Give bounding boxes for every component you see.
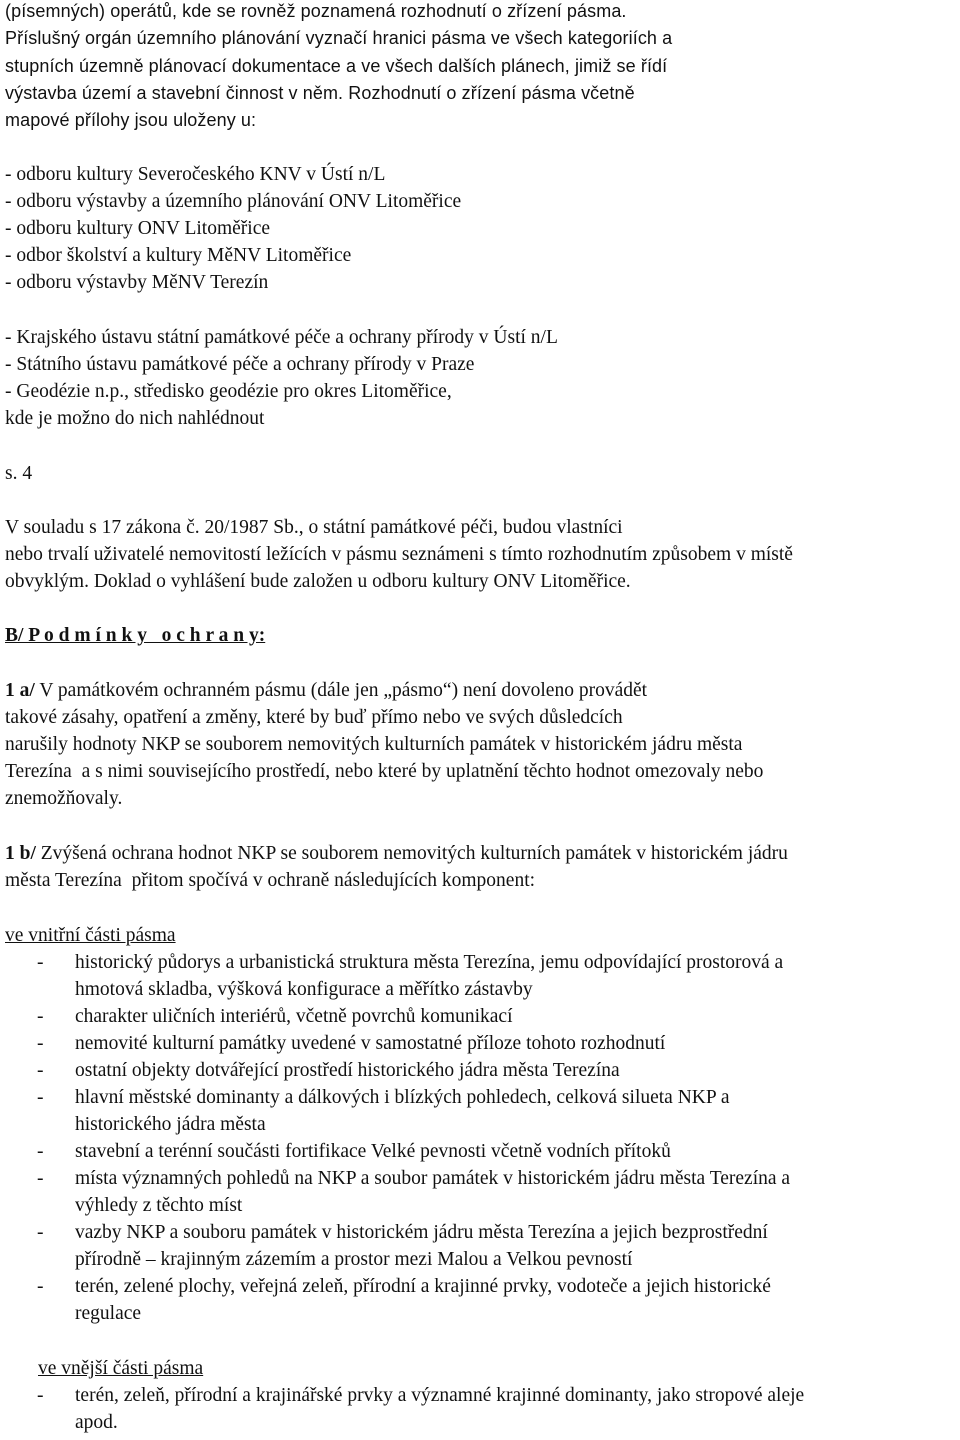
list-item-continuation: historického jádra města	[75, 1114, 266, 1135]
paragraph-text: Zvýšená ochrana hodnot NKP se souborem nemovitých kulturních památek v historickém jádru	[35, 843, 788, 864]
bullet-dash: -	[37, 1168, 44, 1189]
paragraph-label: 1 b/	[5, 843, 36, 864]
section-heading-b: B/ P o d m í n k y o c h r a n y:	[5, 625, 266, 646]
intro-line: (písemných) operátů, kde se rovněž poznamená rozhodnutí o zřízení pásma.	[5, 1, 627, 21]
bullet-dash: -	[37, 1385, 44, 1406]
list-item: - odboru výstavby a územního plánování ONV Litoměřice	[5, 191, 462, 212]
list-item: - Geodézie n.p., středisko geodézie pro okres Litoměřice,	[5, 381, 452, 402]
intro-line: Příslušný orgán územního plánování vyznačí hranici pásma ve všech kategoriích a	[5, 28, 673, 48]
bullet-dash: -	[37, 1087, 44, 1108]
bullet-dash: -	[37, 1222, 44, 1243]
intro-line: výstavba území a stavební činnost v něm. Rozhodnutí o zřízení pásma včetně	[5, 83, 635, 103]
paragraph-line: takové zásahy, opatření a změny, které by buď přímo nebo ve svých důsledcích	[5, 707, 623, 728]
inner-part-heading: ve vnitřní části pásma	[5, 925, 176, 946]
outer-part-heading: ve vnější části pásma	[38, 1358, 204, 1379]
list-item: ostatní objekty dotvářející prostředí historického jádra města Terezína	[75, 1060, 620, 1081]
list-item-continuation: hmotová skladba, výšková konfigurace a měřítko zástavby	[75, 979, 533, 1000]
bullet-dash: -	[37, 1276, 44, 1297]
paragraph-label: 1 a/	[5, 680, 35, 701]
list-item: - Krajského ústavu státní památkové péče a ochrany přírody v Ústí n/L	[5, 327, 558, 348]
paragraph-line: Terezína a s nimi souvisejícího prostředí, nebo které by uplatnění těchto hodnot omezovaly nebo	[5, 761, 764, 782]
list-item-continuation: výhledy z těchto míst	[75, 1195, 243, 1216]
notice-line: obvyklým. Doklad o vyhlášení bude založen u odboru kultury ONV Litoměřice.	[5, 571, 631, 592]
list-item: terén, zelené plochy, veřejná zeleň, přírodní a krajinné prvky, vodoteče a jejich historické	[75, 1276, 771, 1297]
list-item: stavební a terénní součásti fortifikace Velké pevnosti včetně vodních přítoků	[75, 1141, 671, 1162]
bullet-dash: -	[37, 952, 44, 973]
list-item: terén, zeleň, přírodní a krajinářské prvky a významné krajinné dominanty, jako stropové aleje	[75, 1385, 805, 1406]
notice-line: nebo trvalí uživatelé nemovitostí ležících v pásmu seznámeni s tímto rozhodnutím způsobem v místě	[5, 544, 793, 565]
list-item-continuation: regulace	[75, 1303, 142, 1324]
list-item: - odbor školství a kultury MěNV Litoměřice	[5, 245, 352, 266]
intro-line: mapové přílohy jsou uloženy u:	[5, 110, 257, 130]
paragraph-line: znemožňovaly.	[5, 788, 123, 809]
list-item-continuation: apod.	[75, 1412, 118, 1433]
list-item: historický půdorys a urbanistická struktura města Terezína, jemu odpovídající prostorová a	[75, 952, 784, 973]
list-item: nemovité kulturní památky uvedené v samostatné příloze tohoto rozhodnutí	[75, 1033, 666, 1054]
list-item: kde je možno do nich nahlédnout	[5, 408, 265, 429]
list-item: - odboru kultury Severočeského KNV v Ústí n/L	[5, 164, 386, 185]
list-item: charakter uličních interiérů, včetně povrchů komunikací	[75, 1006, 513, 1027]
notice-line: V souladu s 17 zákona č. 20/1987 Sb., o státní památkové péči, budou vlastníci	[5, 517, 623, 538]
bullet-dash: -	[37, 1141, 44, 1162]
list-item: místa významných pohledů na NKP a soubor památek v historickém jádru města Terezína a	[75, 1168, 791, 1189]
list-item-continuation: přírodně – krajinným zázemím a prostor mezi Malou a Velkou pevností	[75, 1249, 633, 1270]
bullet-dash: -	[37, 1006, 44, 1027]
section-number: s. 4	[5, 463, 33, 484]
list-item: hlavní městské dominanty a dálkových i blízkých pohledech, celková silueta NKP a	[75, 1087, 730, 1108]
bullet-dash: -	[37, 1060, 44, 1081]
intro-line: stupních územně plánovací dokumentace a ve všech dalších plánech, jimiž se řídí	[5, 56, 668, 76]
paragraph-line: narušily hodnoty NKP se souborem nemovitých kulturních památek v historickém jádru města	[5, 734, 743, 755]
list-item: - odboru výstavby MěNV Terezín	[5, 272, 269, 293]
list-item: vazby NKP a souboru památek v historickém jádru města Terezína a jejich bezprostřední	[75, 1222, 768, 1243]
bullet-dash: -	[37, 1033, 44, 1054]
paragraph-text: V památkovém ochranném pásmu (dále jen „pásmo“) není dovoleno provádět	[34, 680, 648, 701]
list-item: - odboru kultury ONV Litoměřice	[5, 218, 271, 239]
list-item: - Státního ústavu památkové péče a ochrany přírody v Praze	[5, 354, 475, 375]
paragraph-line: města Terezína přitom spočívá v ochraně následujících komponent:	[5, 870, 536, 891]
